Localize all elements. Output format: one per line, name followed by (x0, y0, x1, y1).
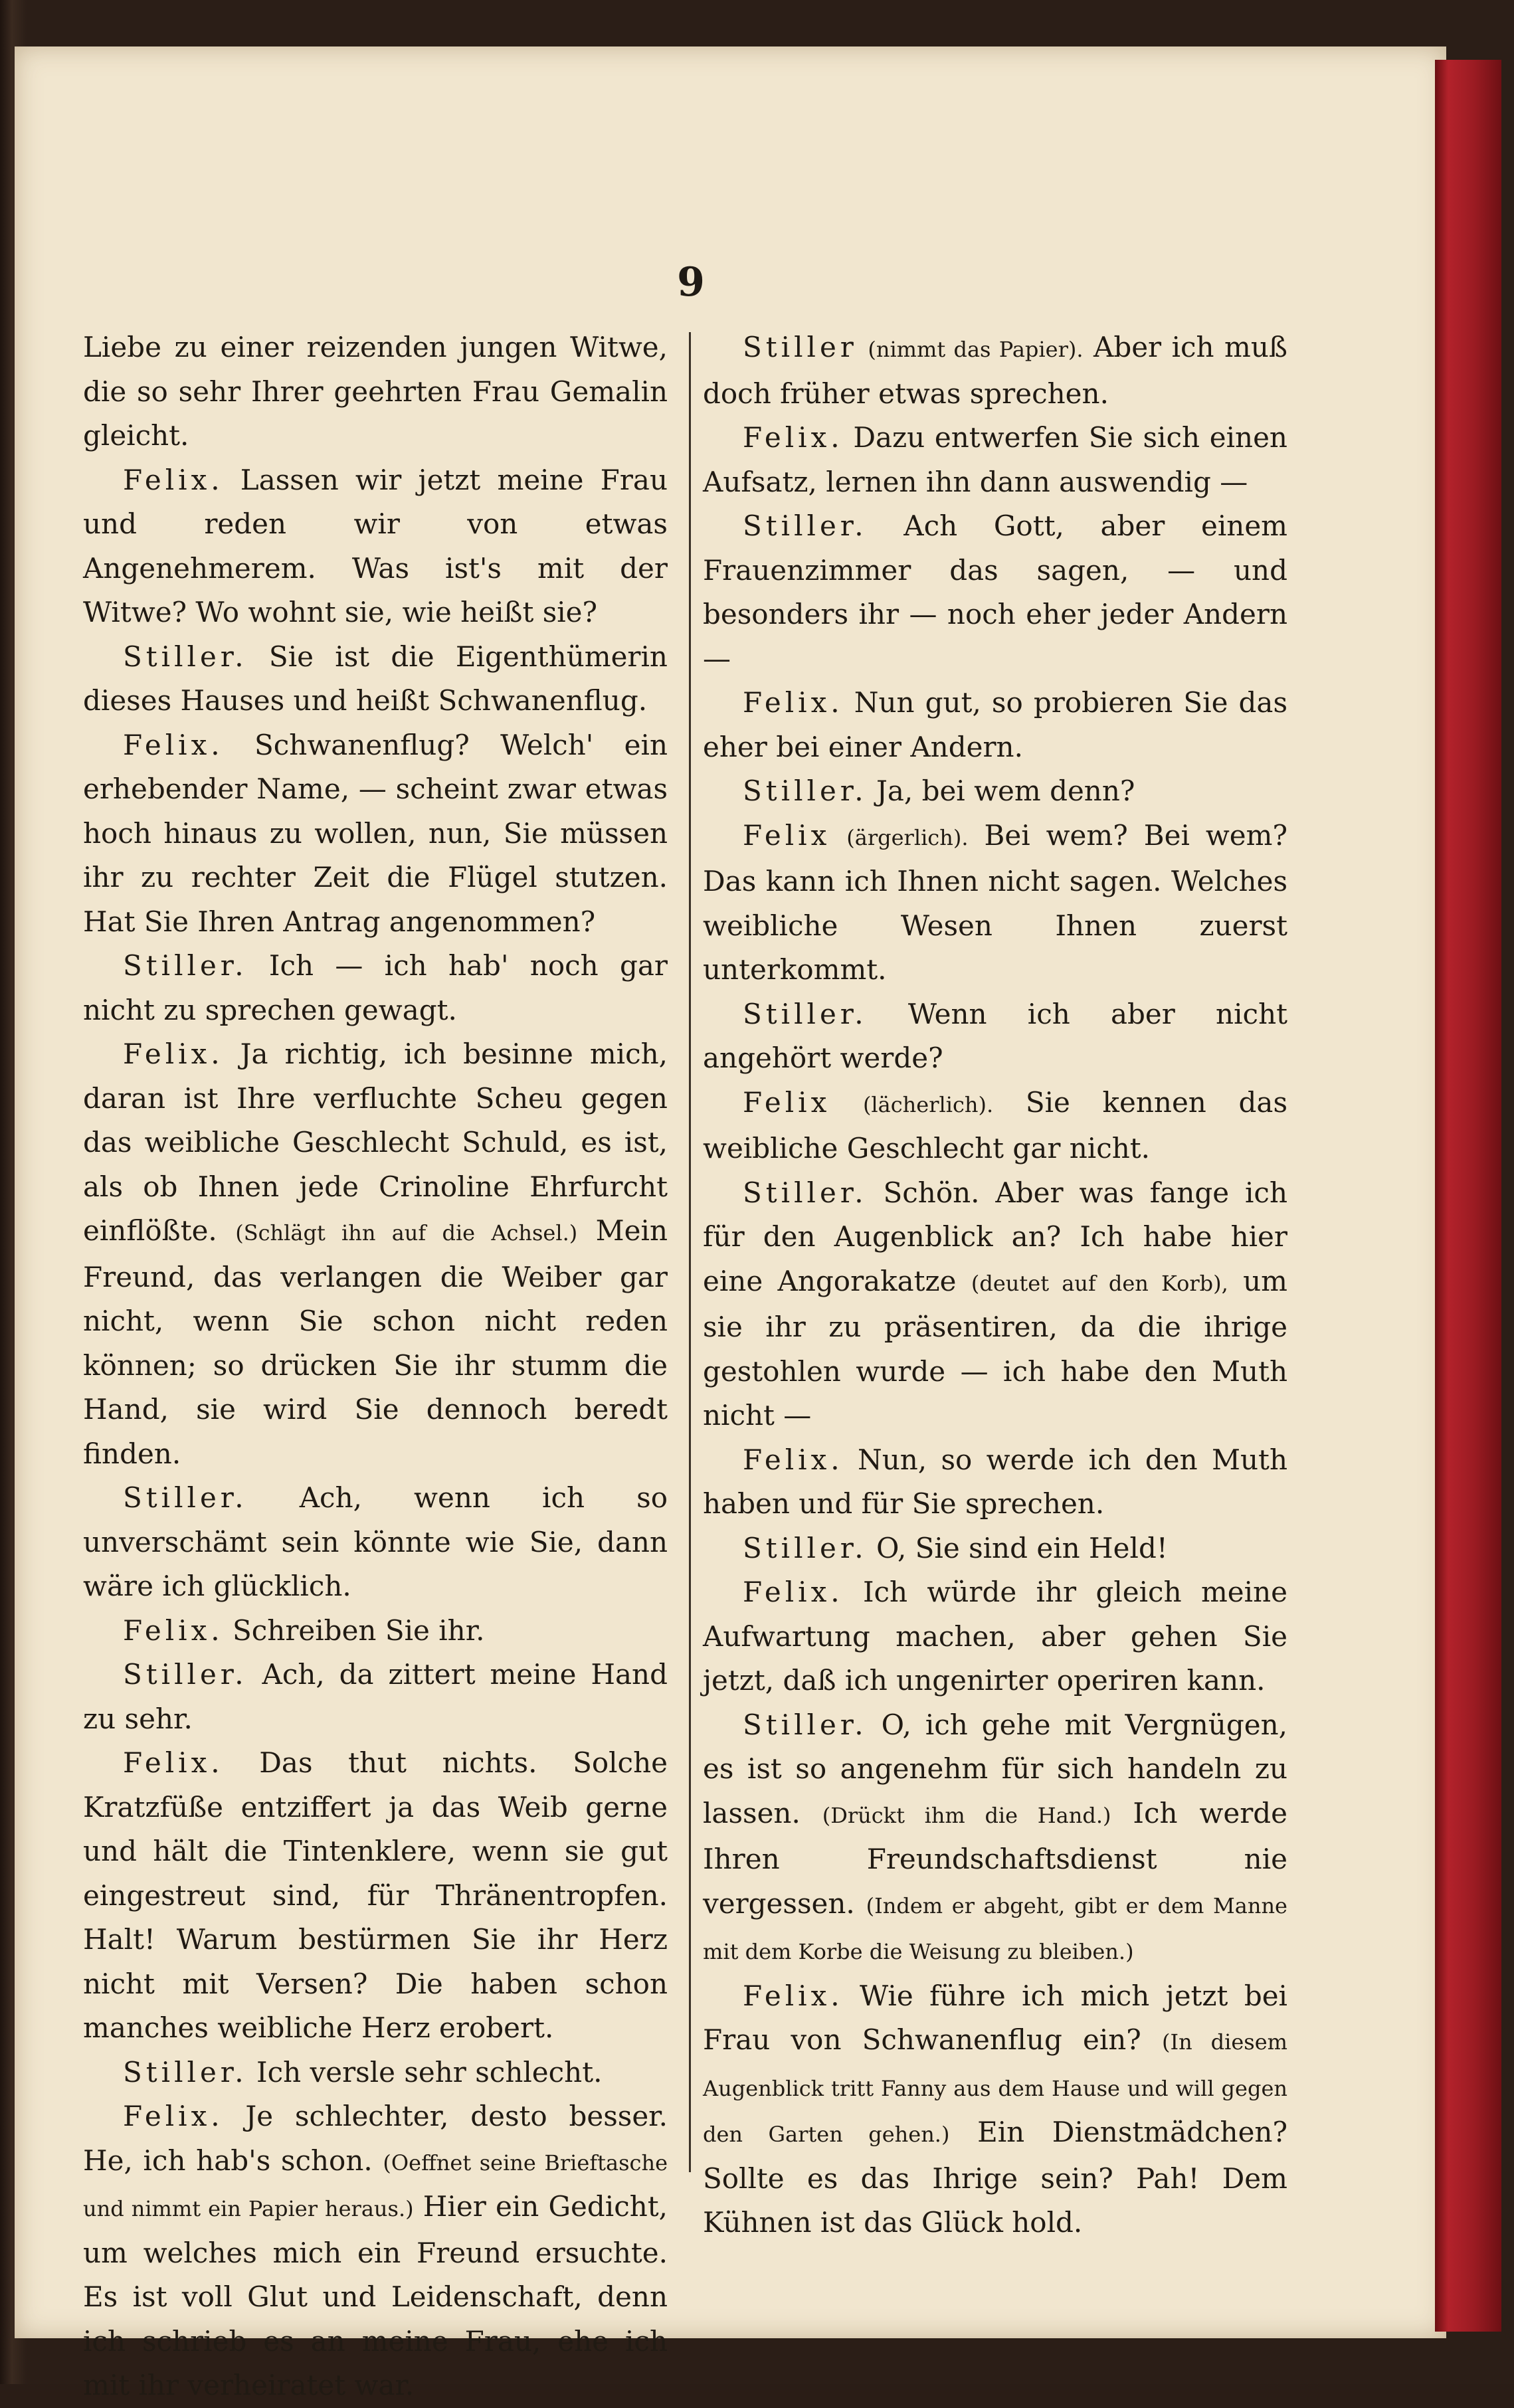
dialogue-paragraph (83, 1653, 668, 1741)
dialogue-paragraph (83, 2094, 668, 2408)
dialogue-paragraph (703, 416, 1287, 504)
dialogue-paragraph (703, 1527, 1287, 1571)
speaker-name: Felix (743, 818, 831, 852)
dialogue-text: Je schlechter, desto besser. He, ich hab's schon. (83, 2100, 668, 2177)
speaker-name: Felix. (123, 1614, 224, 1647)
speaker-name: Stiller. (123, 1658, 248, 1691)
speaker-name: Felix. (123, 1038, 224, 1070)
dialogue-text: Liebe zu einer reizenden jungen Witwe, die so sehr Ihrer geehrten Frau Gemalin gleicht. (83, 331, 668, 452)
dialogue-text: Aber ich muß doch früher etwas sprechen. (703, 331, 1287, 410)
speaker-name: Felix. (123, 728, 224, 761)
dialogue-text: Ja, bei wem denn? (876, 775, 1135, 807)
stage-direction: (Schlägt ihn auf die Achsel.) (235, 1220, 578, 1246)
dialogue-text: Lassen wir jetzt meine Frau und reden wir von etwas Angenehmerem. Was ist's mit der Witwe? Wo wohnt sie, wie heißt sie? (83, 463, 668, 628)
stage-direction: (Oeffnet seine Brieftasche und nimmt ein Papier heraus.) (83, 2150, 668, 2221)
speaker-name: Stiller. (123, 640, 248, 673)
dialogue-paragraph (83, 723, 668, 945)
page-number: 9 (677, 259, 705, 306)
dialogue-paragraph (83, 458, 668, 635)
speaker-name: Stiller. (123, 2055, 248, 2088)
speaker-name: Stiller. (743, 1708, 868, 1741)
dialogue-text: Wenn ich aber nicht angehört werde? (703, 997, 1287, 1074)
dialogue-text: Sie ist die Eigenthümerin dieses Hauses und heißt Schwanenflug. (83, 640, 668, 717)
dialogue-paragraph (83, 1609, 668, 1653)
speaker-name: Felix. (743, 1979, 844, 2012)
stage-direction: (deutet auf den Korb), (971, 1270, 1228, 1296)
dialogue-paragraph (703, 325, 1287, 416)
dialogue-text: Das thut nichts. Solche Kratzfüße entziffert ja das Weib gerne und hält die Tintenklere, wenn sie gut eingestreut sind, für Thränentropfen. Halt! Warum bestürmen Sie ihr Herz nicht mit Versen? Die haben schon manches weibliche Herz erobert. (83, 1746, 668, 2044)
speaker-name: Stiller. (743, 1176, 868, 1209)
dialogue-text: Ach, wenn ich so unverschämt sein könnte wie Sie, dann wäre ich glücklich. (83, 1481, 668, 1602)
dialogue-text: O, ich gehe mit Vergnügen, es ist so angenehm für sich handeln zu lassen. (703, 1708, 1287, 1829)
speaker-name: Felix. (743, 421, 844, 454)
dialogue-paragraph (703, 504, 1287, 681)
dialogue-paragraph (703, 1974, 1287, 2245)
dialogue-paragraph (703, 681, 1287, 769)
stage-direction: (In diesem Augenblick tritt Fanny aus dem Hause und will gegen den Garten gehen.) (703, 2029, 1287, 2147)
right-column (703, 325, 1287, 2245)
speaker-name: Stiller. (743, 775, 868, 807)
column-divider (689, 332, 691, 2172)
stage-direction: (ärgerlich). (846, 824, 969, 850)
dialogue-text: Schwanenflug? Welch' ein erhebender Name, — scheint zwar etwas hoch hinaus zu wollen, nun, Sie müssen ihr zu rechter Zeit die Flügel stutzen. Hat Sie Ihren Antrag angenommen? (83, 728, 668, 938)
stage-direction: (Drückt ihm die Hand.) (822, 1802, 1111, 1828)
dialogue-paragraph (703, 1081, 1287, 1171)
dialogue-text: Nun gut, so probieren Sie das eher bei einer Andern. (703, 686, 1287, 763)
dialogue-paragraph (83, 944, 668, 1032)
dialogue-text: Wie führe ich mich jetzt bei Frau von Schwanenflug ein? (703, 1979, 1287, 2056)
speaker-name: Felix. (743, 686, 844, 719)
speaker-name: Felix. (743, 1576, 844, 1608)
dialogue-paragraph (703, 1171, 1287, 1438)
speaker-name: Stiller. (743, 509, 868, 542)
dialogue-text: Ich werde Ihren Freundschaftsdienst nie vergessen. (703, 1796, 1288, 1920)
dialogue-paragraph (83, 2051, 668, 2095)
dialogue-text: Schön. Aber was fange ich für den Augenblick an? Ich habe hier eine Angorakatze (703, 1176, 1287, 1297)
dialogue-text: Ich — ich hab' noch gar nicht zu sprechen gewagt. (83, 949, 668, 1026)
dialogue-text: O, Sie sind ein Held! (876, 1531, 1168, 1564)
speaker-name: Felix. (123, 1746, 224, 1779)
speaker-name: Stiller. (123, 949, 248, 982)
stage-direction: (lächerlich). (862, 1091, 994, 1117)
speaker-name: Stiller (743, 331, 858, 363)
dialogue-text: Ein Dienstmädchen? Sollte es das Ihrige sein? Pah! Dem Kühnen ist das Glück hold. (703, 2116, 1287, 2239)
speaker-name: Felix. (743, 1443, 844, 1476)
dialogue-paragraph (83, 1476, 668, 1609)
dialogue-paragraph (703, 992, 1287, 1081)
left-column (83, 325, 668, 2408)
dialogue-text: Hier ein Gedicht, um welches mich ein Freund ersuchte. Es ist voll Glut und Leidenschaft, denn ich schrieb es an meine Frau, ehe ich mit ihr verheiratet war. (83, 2190, 668, 2401)
dialogue-text: Ach, da zittert meine Hand zu sehr. (83, 1658, 668, 1735)
dialogue-text: Ich versle sehr schlecht. (256, 2055, 603, 2088)
speaker-name: Felix. (123, 463, 224, 496)
dialogue-text: Sie kennen das weibliche Geschlecht gar nicht. (703, 1085, 1287, 1164)
dialogue-paragraph (703, 1570, 1287, 1703)
dialogue-text: Dazu entwerfen Sie sich einen Aufsatz, lernen ihn dann auswendig — (703, 421, 1287, 498)
dialogue-text: Mein Freund, das verlangen die Weiber gar nicht, wenn Sie schon nicht reden können; so drücken Sie ihr stumm die Hand, sie wird Sie dennoch beredt finden. (83, 1214, 668, 1470)
dialogue-paragraph (83, 325, 668, 458)
red-page-edge (1435, 60, 1501, 2332)
dialogue-text: Ich würde ihr gleich meine Aufwartung machen, aber gehen Sie jetzt, daß ich ungenirter operiren kann. (703, 1576, 1287, 1697)
speaker-name: Stiller. (123, 1481, 248, 1514)
speaker-name: Felix (743, 1085, 831, 1119)
dialogue-text: Bei wem? Bei wem? Das kann ich Ihnen nicht sagen. Welches weibliche Wesen Ihnen zuerst unterkommt. (703, 818, 1287, 986)
dialogue-paragraph (83, 1741, 668, 2051)
dialogue-paragraph (703, 1703, 1287, 1974)
dialogue-text: Ja richtig, ich besinne mich, daran ist Ihre verfluchte Scheu gegen das weibliche Geschlecht Schuld, es ist, als ob Ihnen jede Crinoline Ehrfurcht einflößte. (83, 1038, 668, 1247)
stage-direction: (Indem er abgeht, gibt er dem Manne mit dem Korbe die Weisung zu bleiben.) (703, 1893, 1287, 1964)
stage-direction: (nimmt das Papier). (868, 337, 1084, 362)
dialogue-text: um sie ihr zu präsentiren, da die ihrige gestohlen wurde — ich habe den Muth nicht — (703, 1264, 1287, 1432)
dialogue-text: Ach Gott, aber einem Frauenzimmer das sagen, — und besonders ihr — noch eher jeder Andern — (703, 509, 1287, 675)
dialogue-paragraph (703, 1438, 1287, 1527)
speaker-name: Stiller. (743, 997, 868, 1030)
speaker-name: Stiller. (743, 1531, 868, 1564)
dialogue-text: Schreiben Sie ihr. (232, 1614, 485, 1647)
speaker-name: Felix. (123, 2100, 224, 2132)
dialogue-paragraph (83, 1032, 668, 1476)
dialogue-text: Nun, so werde ich den Muth haben und für Sie sprechen. (703, 1443, 1287, 1520)
dialogue-paragraph (703, 769, 1287, 814)
dialogue-paragraph (83, 635, 668, 723)
dialogue-paragraph (703, 814, 1287, 992)
